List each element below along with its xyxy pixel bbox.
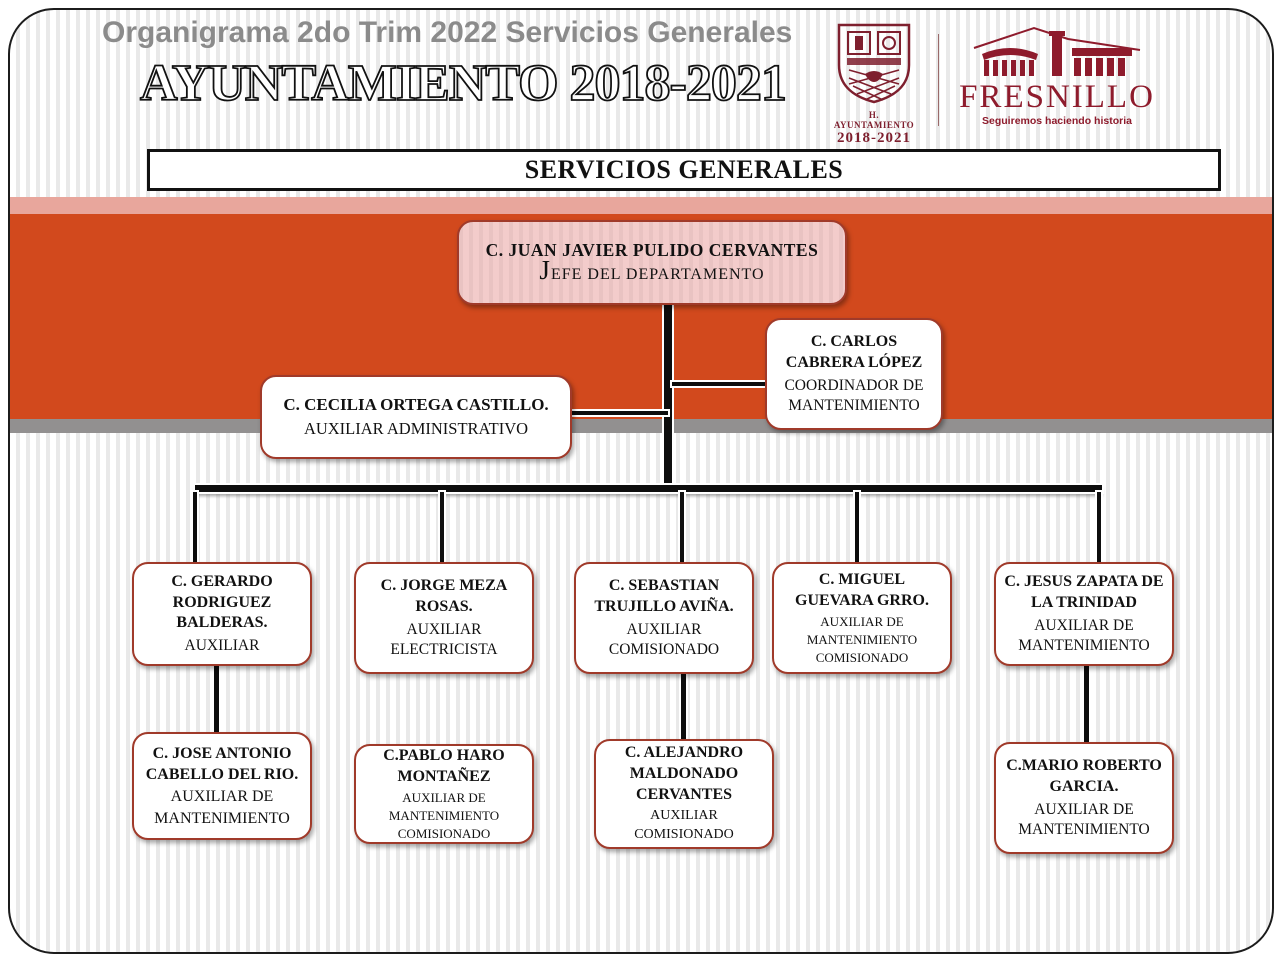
fresnillo-logo [957, 26, 1157, 127]
shield-icon [835, 22, 913, 104]
person-role: AUXILIAR COMISIONADO [634, 808, 734, 843]
person-name: C. GERARDO RODRIGUEZ BALDERAS. [171, 572, 273, 632]
connector-main-horizontal [195, 485, 1102, 492]
role-rest: EFE DEL DEPARTAMENTO [550, 265, 765, 283]
org-box-alejandro [594, 739, 774, 849]
connector-jesus-mario [1084, 666, 1089, 742]
person-role: AUXILIAR DE MANTENIMIENTO COMISIONADO [806, 614, 918, 665]
logo-divider [938, 34, 939, 126]
org-box-pablo [354, 744, 534, 844]
pink-band [10, 197, 1272, 214]
person-name: C. ALEJANDRO MALDONADO CERVANTES [624, 743, 744, 803]
person-role: AUXILIAR ELECTRICISTA [390, 620, 498, 658]
person-name: C. JOSE ANTONIO CABELLO DEL RIO. [145, 744, 299, 784]
org-box-sebastian [574, 562, 754, 674]
person-name: C. SEBASTIAN TRUJILLO AVIÑA. [594, 577, 734, 615]
connector-drop-3 [680, 492, 684, 562]
connector-drop-2 [440, 492, 444, 562]
org-box-jefe [457, 220, 847, 305]
person-role: AUXILIAR DE MANTENIMIENTO [1018, 800, 1150, 838]
org-box-jorge [354, 562, 534, 674]
person-name: C. JORGE MEZA ROSAS. [380, 577, 508, 615]
connector-drop-4 [855, 492, 859, 562]
connector-admin [572, 411, 668, 415]
connector-drop-5 [1097, 492, 1101, 562]
person-name: C. JUAN JAVIER PULIDO CERVANTES [485, 240, 819, 261]
connector-sebastian-alejandro [681, 674, 686, 739]
role-initial: J [539, 254, 551, 285]
org-box-coordinator [765, 318, 943, 430]
person-role: AUXILIAR DE MANTENIMIENTO [1018, 616, 1150, 654]
connector-jefe-vertical [664, 305, 672, 492]
person-name: C.PABLO HARO MONTAÑEZ [383, 746, 505, 785]
page-title: Organigrama 2do Trim 2022 Servicios Generales [102, 16, 793, 49]
org-box-gerardo [132, 562, 312, 666]
gray-band [10, 419, 1272, 433]
fresnillo-building-icon [972, 26, 1142, 78]
person-role: AUXILIAR COMISIONADO [608, 620, 720, 658]
department-banner: SERVICIOS GENERALES [147, 149, 1221, 191]
person-role: AUXILIAR ADMINISTRATIVO [303, 419, 529, 439]
org-box-jesus [994, 562, 1174, 666]
person-name: C.MARIO ROBERTO GARCIA. [1006, 757, 1162, 795]
person-role: AUXILIAR DE MANTENIMIENTO [154, 788, 290, 827]
org-box-jose-antonio [132, 732, 312, 840]
connector-gerardo-jose [214, 666, 219, 732]
coat-of-arms-logo [830, 22, 918, 147]
person-name: C. MIGUEL GUEVARA GRRO. [795, 570, 929, 609]
person-role: AUXILIAR [184, 637, 260, 655]
person-role: COORDINADOR DE MANTENIMIENTO [784, 376, 924, 414]
fresnillo-tagline: Seguiremos haciendo historia [982, 115, 1132, 127]
ayuntamiento-heading: AYUNTAMIENTO 2018-2021 [140, 55, 786, 112]
fresnillo-wordmark: FRESNILLO [959, 79, 1155, 115]
org-box-admin [260, 375, 572, 459]
person-role: AUXILIAR DE MANTENIMIENTO COMISIONADO [388, 790, 500, 841]
connector-coordinator [672, 382, 765, 386]
person-role [539, 254, 765, 286]
connector-drop-1 [193, 492, 197, 562]
shield-years: 2018-2021 [837, 130, 911, 146]
person-text [142, 743, 302, 830]
person-name: C. CARLOS CABRERA LÓPEZ [785, 333, 923, 371]
org-box-mario [994, 742, 1174, 854]
person-name: C. CECILIA ORTEGA CASTILLO. [283, 395, 549, 415]
org-box-miguel [772, 562, 952, 674]
person-name: C. JESUS ZAPATA DE LA TRINIDAD [1004, 573, 1164, 611]
slide-frame [8, 8, 1274, 954]
shield-caption: H. AYUNTAMIENTO [833, 110, 915, 130]
